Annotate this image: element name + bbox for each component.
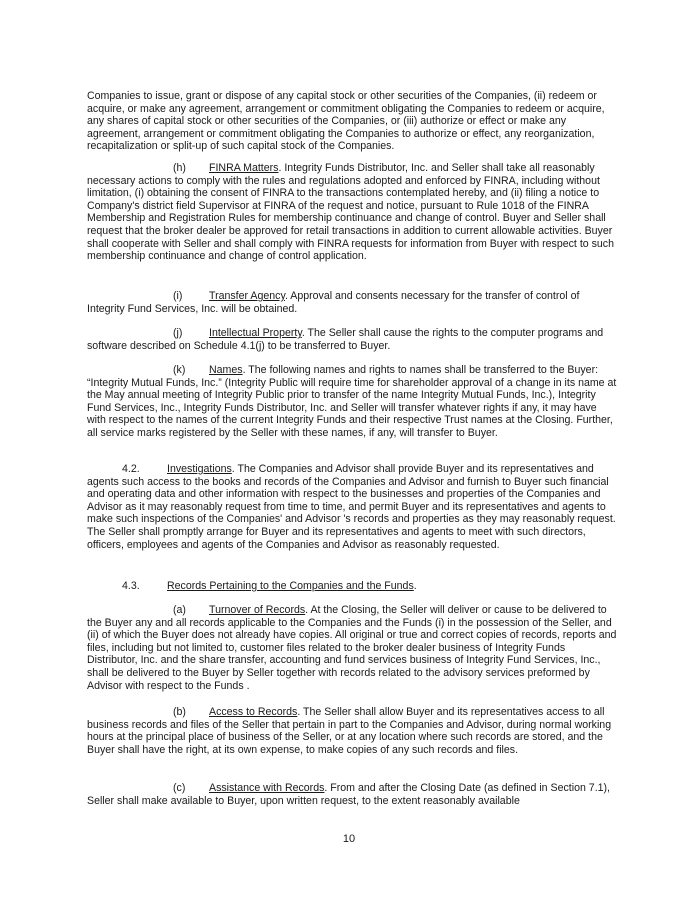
paragraph-4-2-investigations (87, 463, 617, 551)
paragraph-j-intellectual-property (87, 327, 617, 352)
clause-heading: Intellectual Property (209, 327, 302, 339)
paragraph-text: . The Companies and Advisor shall provide Buyer and its representatives and agents such access to the books and records of the Companies and Advisor and furnish to Buyer such financial and operating data and other information with respect to the businesses and properties of the Companies and Advisor as it may reasonably request from time to time, and permit Buyer and its representatives and agents to make such inspections of the Companies' and Advisor 's records and properties as they may reasonably request. The Seller shall promptly arrange for Buyer and its representatives and agents to meet with such directors, officers, employees and agents of the Companies and Advisor as reasonably requested. (87, 463, 616, 551)
paragraph-a-turnover-of-records (87, 604, 617, 692)
page-number: 10 (342, 833, 356, 845)
clause-heading: Turnover of Records (209, 604, 306, 616)
clause-heading: Transfer Agency (209, 290, 285, 302)
section-heading: Records Pertaining to the Companies and the Funds (167, 580, 414, 592)
section-heading: Investigations (167, 463, 232, 475)
clause-label: (a) (173, 604, 186, 616)
paragraph-text: . Integrity Funds Distributor, Inc. and Seller shall take all reasonably necessary actions to comply with the rules and regulations adopted and enforced by FINRA, including without limitation, (i) obtaining the consent of FINRA to the transactions contemplated hereby, and (ii) filing a notice to Company's district field Supervisor at FINRA of the request and notice, pursuant to Rule 1018 of the FINRA Membership and Registration Rules for membership continuance and change of control. Buyer and Seller shall request that the broker dealer be approved for retail transactions in addition to current allowable activities. Buyer shall cooperate with Seller and shall comply with FINRA requests for information from Buyer with respect to such membership continuance and change of control application. (87, 162, 614, 263)
clause-heading: FINRA Matters (209, 162, 279, 174)
section-number: 4.3. (122, 580, 140, 592)
clause-label: (h) (173, 162, 186, 174)
paragraph-text: . The Seller shall allow Buyer and its representatives access to all business records and files of the Seller that pertain in part to the Companies and Advisor, during normal working hours at the principal place of business of the Seller, or at any location where such records are stored, and the Buyer shall have the right, at its own expense, to make copies of any such records and files. (87, 706, 612, 756)
clause-label: (b) (173, 706, 186, 718)
clause-label: (i) (173, 290, 183, 302)
paragraph-text: . At the Closing, the Seller will deliver or cause to be delivered to the Buyer any and all records applicable to the Companies and the Funds (i) in the possession of the Seller, and (ii) of which the Buyer does not already have copies. All original or true and correct copies of records, reports and files, including but not limited to, customer files related to the broker dealer business of Integrity Funds Distributor, Inc. and the share transfer, accounting and fund services business of Integrity Fund Services, Inc., shall be delivered to the Buyer by Seller together with records related to the advisory services preformed by Advisor with respect to the Funds . (87, 604, 617, 692)
clause-heading: Access to Records (209, 706, 298, 718)
clause-heading: Names (209, 364, 243, 376)
paragraph-text: . The following names and rights to names shall be transferred to the Buyer: “Integrity Mutual Funds, Inc.” (Integrity Public will require time for shareholder approval of a change in its name at the May annual meeting of Integrity Public prior to transfer of the name Integrity Mutual Funds, Inc.), Integrity Fund Services, Inc., Integrity Funds Distributor, Inc. and Seller will transfer whatever rights if any, it may have with respect to the names of the current Integrity Funds and their respective Trust names at the Closing. Further, all service marks registered by the Seller with these names, if any, will transfer to Buyer. (87, 364, 617, 439)
clause-label: (k) (173, 364, 186, 376)
paragraph-text: Companies to issue, grant or dispose of any capital stock or other securities of the Companies, (ii) redeem or acquire, or make any agreement, arrangement or commitment obligating the Companies to redeem or acquire, any shares of capital stock or other securities of the Companies, or (iii) authorize or effect or make any agreement, arrangement or commitment obligating the Companies to authorize or effect, any reorganization, recapitalization or split-up of such capital stock of the Companies. (87, 90, 605, 153)
section-number: 4.2. (122, 463, 140, 475)
clause-label: (c) (173, 782, 186, 794)
paragraph-c-assistance-with-records (87, 782, 617, 807)
paragraph-4-3-records (87, 580, 617, 593)
paragraph-text: . (413, 580, 417, 592)
clause-heading: Assistance with Records (209, 782, 325, 794)
paragraph-continuation (87, 90, 617, 153)
clause-label: (j) (173, 327, 183, 339)
paragraph-text: . Approval and consents necessary for the transfer of control of Integrity Fund Services, Inc. will be obtained. (87, 290, 580, 315)
paragraph-h-finra-matters (87, 162, 617, 263)
paragraph-text: . From and after the Closing Date (as defined in Section 7.1), Seller shall make available to Buyer, upon written request, to the extent reasonably available (87, 782, 610, 807)
paragraph-text: . The Seller shall cause the rights to the computer programs and software described on Schedule 4.1(j) to be transferred to Buyer. (87, 327, 604, 352)
paragraph-b-access-to-records (87, 706, 617, 756)
paragraph-i-transfer-agency (87, 290, 617, 315)
paragraph-k-names (87, 364, 617, 440)
